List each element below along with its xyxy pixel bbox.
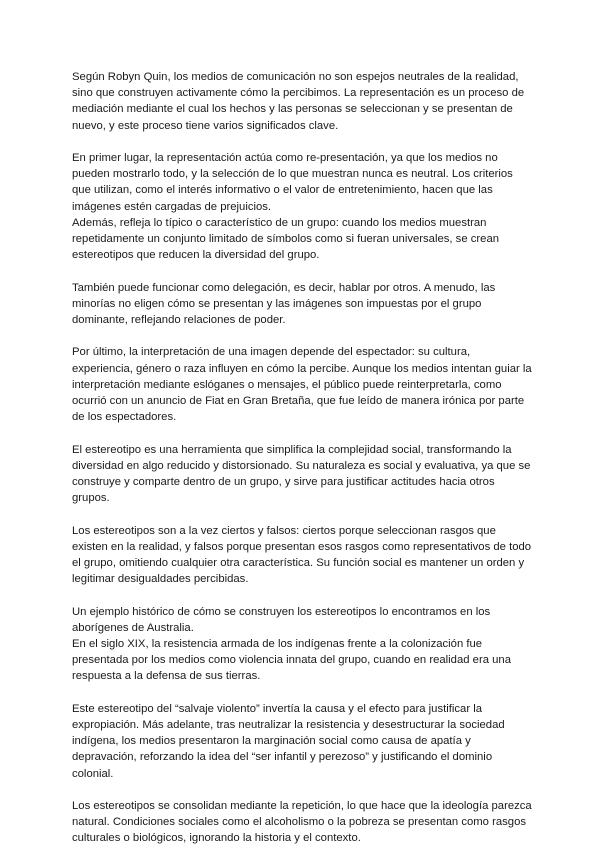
paragraph-tipico: Además, refleja lo típico o característico de un grupo: cuando los medios muestran repetidamente un conjunto limitado de símbolos como si fueran universales, se crean estereotipos que reducen la diversidad del grupo. — [72, 216, 500, 262]
paragraph-repeticion: Los estereotipos se consolidan mediante la repetición, lo que hace que la ideología parezca natural. Condiciones sociales como el alcoholismo o la pobreza se presentan como rasgos culturales o biológicos, ignorando la historia y el contexto. — [72, 800, 532, 845]
paragraph-estereotipo-definicion: El estereotipo es una herramienta que simplifica la complejidad social, transformando la diversidad en algo reducido y distorsionado. Su naturaleza es social y evaluativa, ya que se construye y comparte dentro de un grupo, y sirve para justificar actitudes hacia otros grupos. — [72, 443, 531, 505]
paragraph-siglo-xix: En el siglo XIX, la resistencia armada de los indígenas frente a la colonización fue presentada por los medios como violencia innata del grupo, cuando en realidad era una respuesta a la defensa de sus tierras. — [72, 638, 511, 683]
paragraph-intro: Según Robyn Quin, los medios de comunicación no son espejos neutrales de la realidad, sino que construyen activamente cómo la percibimos. La representación es un proceso de mediación mediante el cual los hechos y las personas se seleccionan y se presentan de nuevo, y este proceso tiene varios significados clave. — [72, 71, 525, 132]
paragraph-re-presentacion: En primer lugar, la representación actúa como re-presentación, ya que los medios no pueden mostrarlo todo, y la selección de lo que muestran nunca es neutral. Los criterios que utilizan, como el interés informativo o el valor de entretenimiento, hacen que las imágenes estén cargadas de prejuicios. — [72, 152, 513, 213]
paragraph-ciertos-falsos: Los estereotipos son a la vez ciertos y falsos: ciertos porque seleccionan rasgos que existen en la realidad, y falsos porque presentan esos rasgos como representativos de todo el grupo, omitiendo cualquier otra característica. Su función social es mantener un orden y legitimar desigualdades percibidas. — [72, 524, 532, 586]
document-page — [72, 69, 534, 863]
paragraph-interpretacion: Por último, la interpretación de una imagen depende del espectador: su cultura, experiencia, género o raza influyen en cómo la percibe. Aunque los medios intentan guiar la interpretación mediante eslóganes o mensajes, el público puede reinterpretarla, como ocurrió con un anuncio de Fiat en Gran Bretaña, que fue leído de manera irónica por parte de los espectadores. — [72, 346, 532, 424]
paragraph-delegacion: También puede funcionar como delegación, es decir, hablar por otros. A menudo, las minorías no eligen cómo se presentan y las imágenes son impuestas por el grupo dominante, reflejando relaciones de poder. — [72, 281, 496, 327]
paragraph-salvaje-violento: Este estereotipo del “salvaje violento” invertía la causa y el efecto para justificar la expropiación. Más adelante, tras neutralizar la resistencia y desestructurar la sociedad indígena, los medios presentaron la marginación social como causa de apatía y depravación, reforzando la idea del “ser infantil y perezoso” y justificando el dominio colonial. — [72, 702, 505, 780]
paragraph-ejemplo-historico: Un ejemplo histórico de cómo se construyen los estereotipos lo encontramos en los aborígenes de Australia. — [72, 605, 491, 634]
